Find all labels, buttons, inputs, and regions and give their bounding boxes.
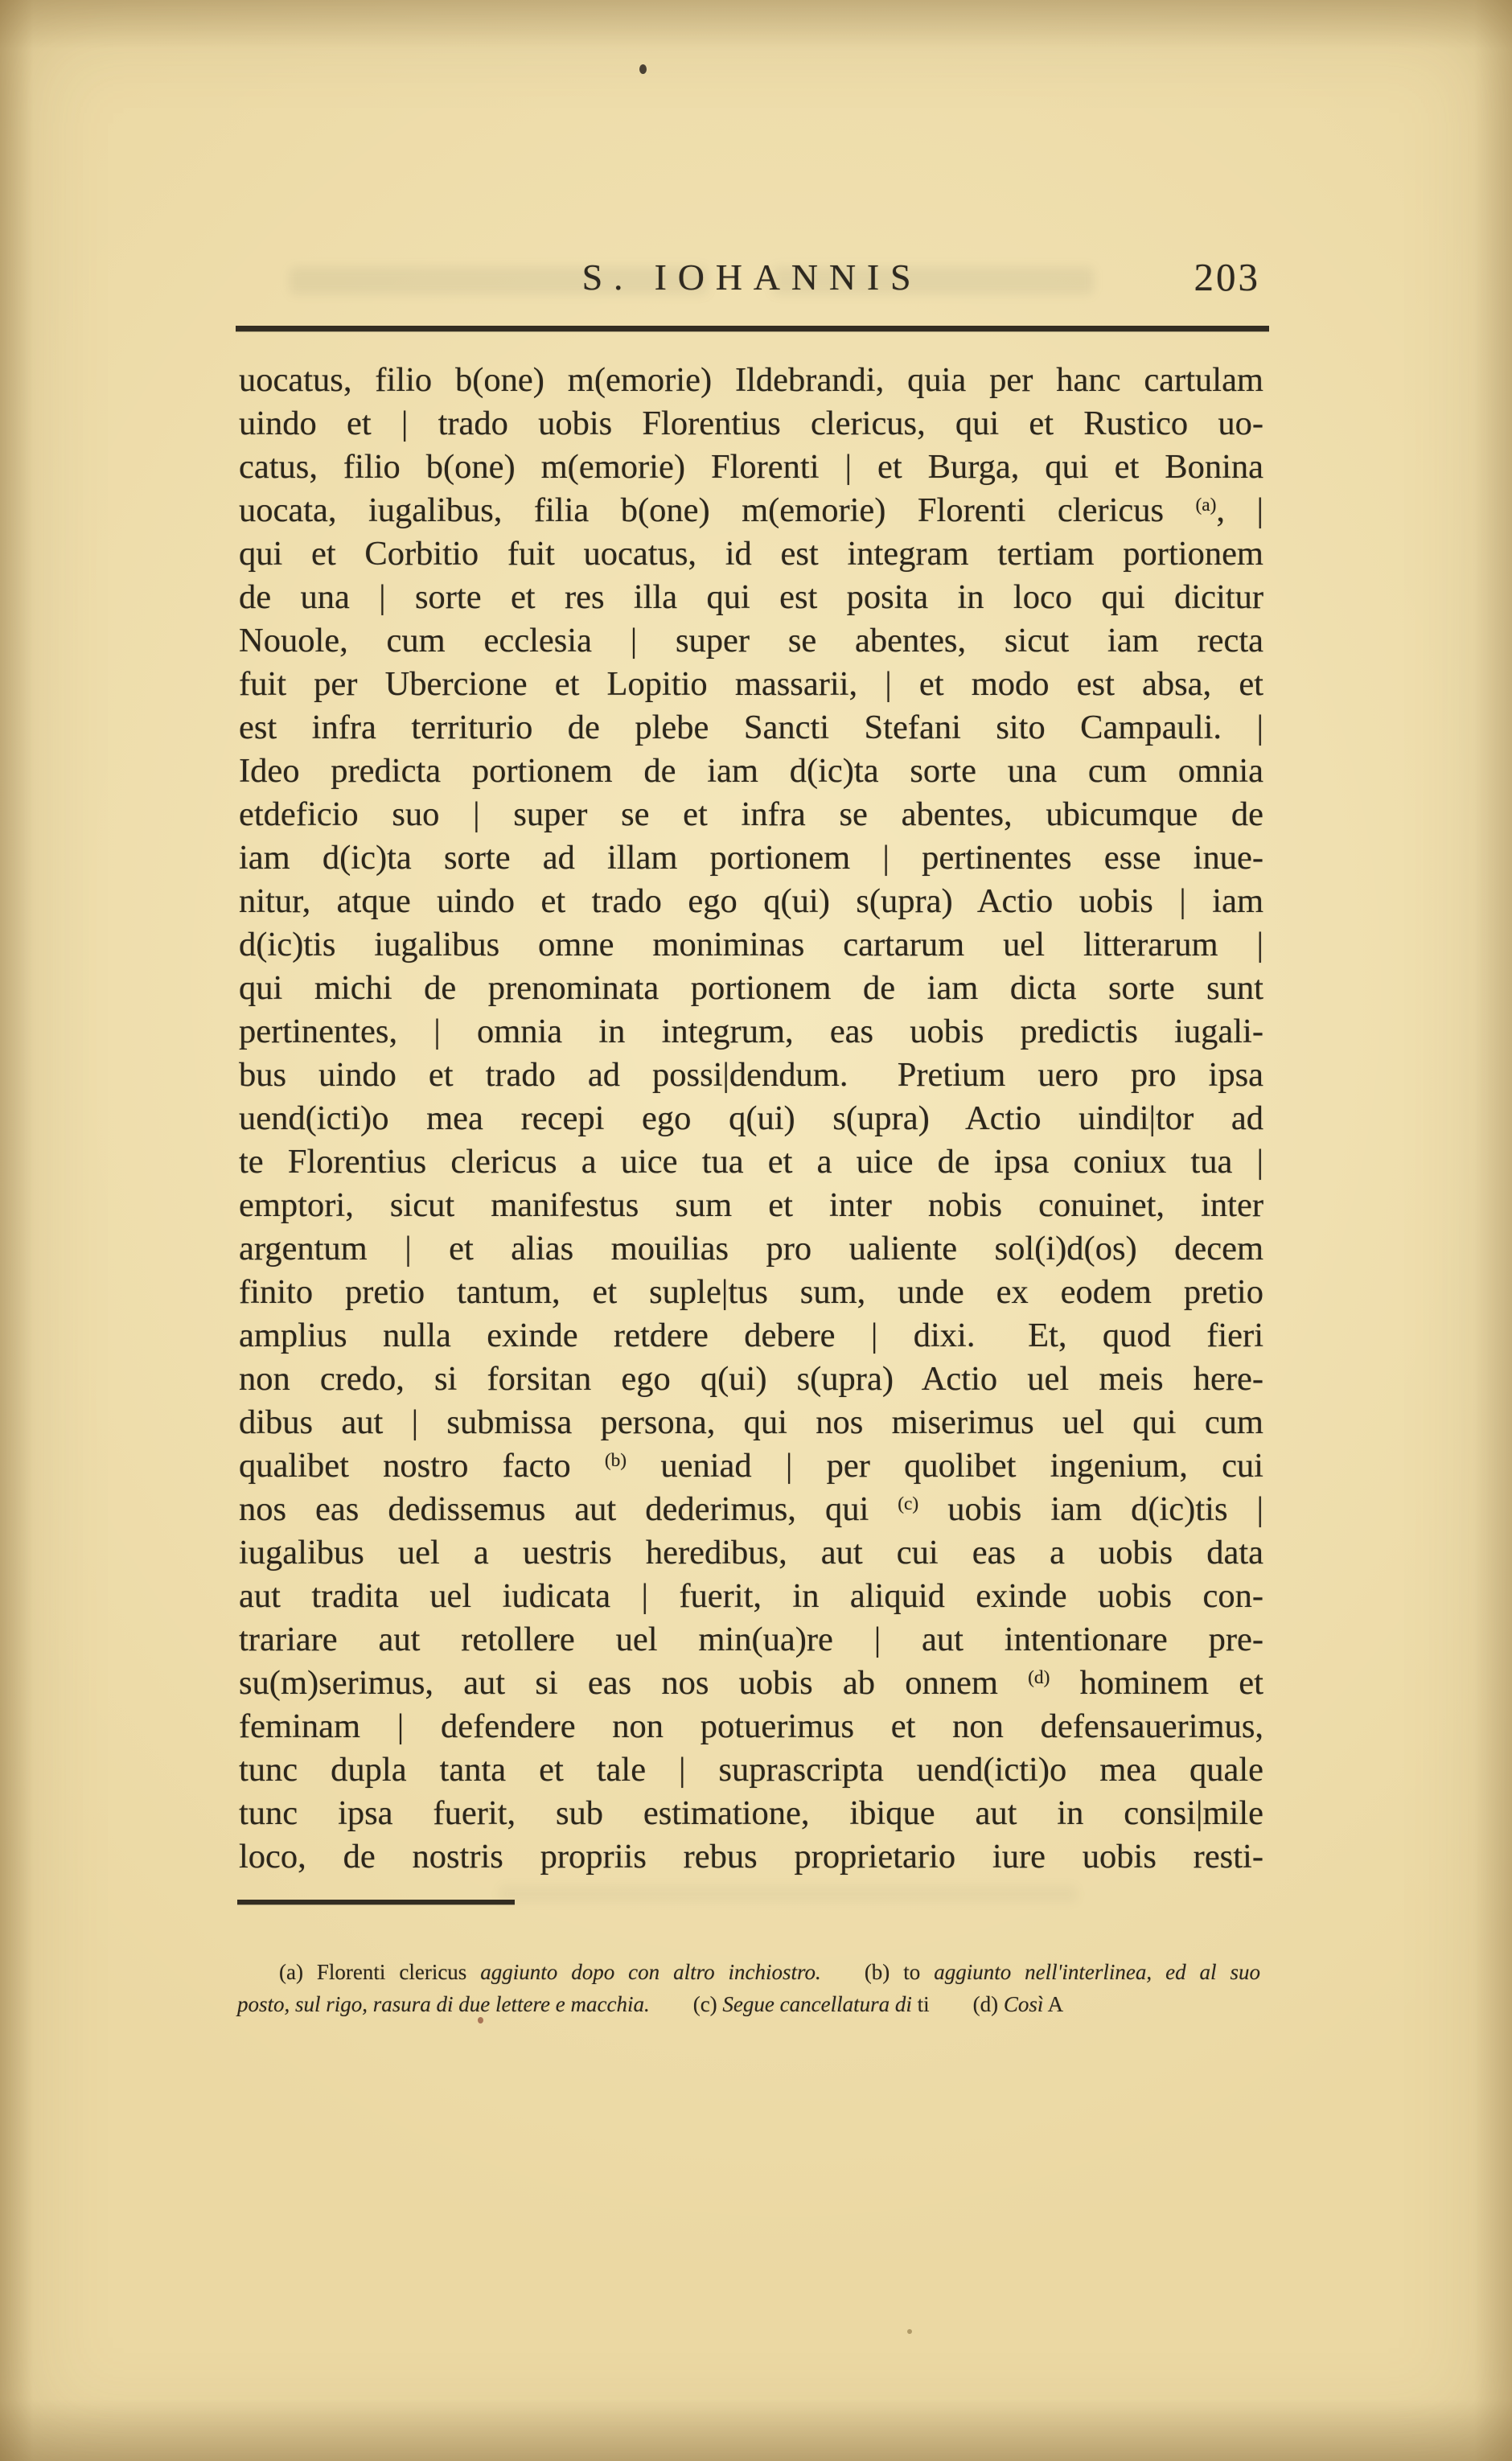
footnote-rule xyxy=(237,1900,515,1904)
page-number: 203 xyxy=(1194,255,1260,299)
text-line: nitur, atque uindo et trado ego q(ui) s(upra) Actio uobis | iam xyxy=(239,882,1263,920)
text-line: su(m)serimus, aut si eas nos uobis ab onnem $^{(d)}$ hominem et xyxy=(239,1664,1263,1702)
text-line: dibus aut | submissa persona, qui nos miserimus uel qui cum xyxy=(239,1403,1263,1441)
running-title: S. IOHANNIS xyxy=(581,257,922,298)
text-line: Nouole, cum ecclesia | super se abentes, sicut iam recta xyxy=(239,622,1263,659)
text-line: finito pretio tantum, et suple|tus sum, unde ex eodem pretio xyxy=(239,1273,1263,1311)
text-line: tunc ipsa fuerit, sub estimatione, ibique aut in consi|mile xyxy=(239,1794,1263,1832)
text-line: argentum | et alias mouilias pro ualiente sol(i)d(os) decem xyxy=(239,1230,1263,1267)
text-line: tunc dupla tanta et tale | suprascripta uend(icti)o mea quale xyxy=(239,1751,1263,1789)
text-line: pertinentes, | omnia in integrum, eas uobis predictis iugali- xyxy=(239,1013,1263,1050)
text-line: Ideo predicta portionem de iam d(ic)ta sorte una cum omnia xyxy=(239,752,1263,790)
body-text xyxy=(239,359,1263,1879)
text-line: iugalibus uel a uestris heredibus, aut cui eas a uobis data xyxy=(239,1534,1263,1572)
text-line: amplius nulla exinde retdere debere | dixi. Et, quod fieri xyxy=(239,1317,1263,1354)
text-line: etdeficio suo | super se et infra se abentes, ubicumque de xyxy=(239,795,1263,833)
ink-speck xyxy=(907,2329,912,2334)
text-line: qualibet nostro facto $^{(b)}$ ueniad | per quolibet ingenium, cui xyxy=(239,1447,1263,1485)
text-line: uindo et | trado uobis Florentius clericus, qui et Rustico uo- xyxy=(239,405,1263,442)
text-line: catus, filio b(one) m(emorie) Florenti | et Burga, qui et Bonina xyxy=(239,448,1263,486)
text-line: feminam | defendere non potuerimus et non defensauerimus, xyxy=(239,1707,1263,1745)
footnotes xyxy=(237,1956,1260,2020)
text-line: trariare aut retollere uel min(ua)re | aut intentionare pre- xyxy=(239,1621,1263,1658)
text-line: te Florentius clericus a uice tua et a uice de ipsa coniux tua | xyxy=(239,1143,1263,1181)
text-line: de una | sorte et res illa qui est posita in loco qui dicitur xyxy=(239,578,1263,616)
text-line: aut tradita uel iudicata | fuerit, in aliquid exinde uobis con- xyxy=(239,1577,1263,1615)
text-line: loco, de nostris propriis rebus proprietario iure uobis resti- xyxy=(239,1838,1263,1876)
text-line: fuit per Ubercione et Lopitio massarii, | et modo est absa, et xyxy=(239,665,1263,703)
text-line: uocata, iugalibus, filia b(one) m(emorie) Florenti clericus $^{(a)}$, | xyxy=(239,491,1263,529)
footnote-line: (a) Florenti clericus aggiunto dopo con altro inchiostro. (b) to aggiunto nell'interlinea, ed al suo xyxy=(279,1960,1260,1984)
text-line: uend(icti)o mea recepi ego q(ui) s(upra) Actio uindi|tor ad xyxy=(239,1099,1263,1137)
text-line: iam d(ic)ta sorte ad illam portionem | pertinentes esse inue- xyxy=(239,839,1263,877)
text-line: emptori, sicut manifestus sum et inter nobis conuinet, inter xyxy=(239,1186,1263,1224)
text-line: d(ic)tis iugalibus omne moniminas cartarum uel litterarum | xyxy=(239,926,1263,963)
text-line: uocatus, filio b(one) m(emorie) Ildebrandi, quia per hanc cartulam xyxy=(239,361,1263,399)
page-header xyxy=(237,256,1267,304)
text-line: non credo, si forsitan ego q(ui) s(upra) Actio uel meis here- xyxy=(239,1360,1263,1398)
text-line: bus uindo et trado ad possi|dendum. Pretium uero pro ipsa xyxy=(239,1056,1263,1094)
footnote-line: posto, sul rigo, rasura di due lettere e macchia. (c) Segue cancellatura di ti (d) Così A xyxy=(237,1992,1064,2016)
ink-speck xyxy=(639,64,647,74)
text-line: nos eas dedissemus aut dederimus, qui $^{(c)}$ uobis iam d(ic)tis | xyxy=(239,1490,1264,1528)
text-line: qui et Corbitio fuit uocatus, id est integram tertiam portionem xyxy=(239,535,1263,573)
header-rule xyxy=(236,326,1269,331)
text-line: qui michi de prenominata portionem de iam dicta sorte sunt xyxy=(239,969,1263,1007)
show-through-ghost xyxy=(499,1885,1078,1903)
text-line: est infra territurio de plebe Sancti Stefani sito Campauli. | xyxy=(239,709,1263,746)
